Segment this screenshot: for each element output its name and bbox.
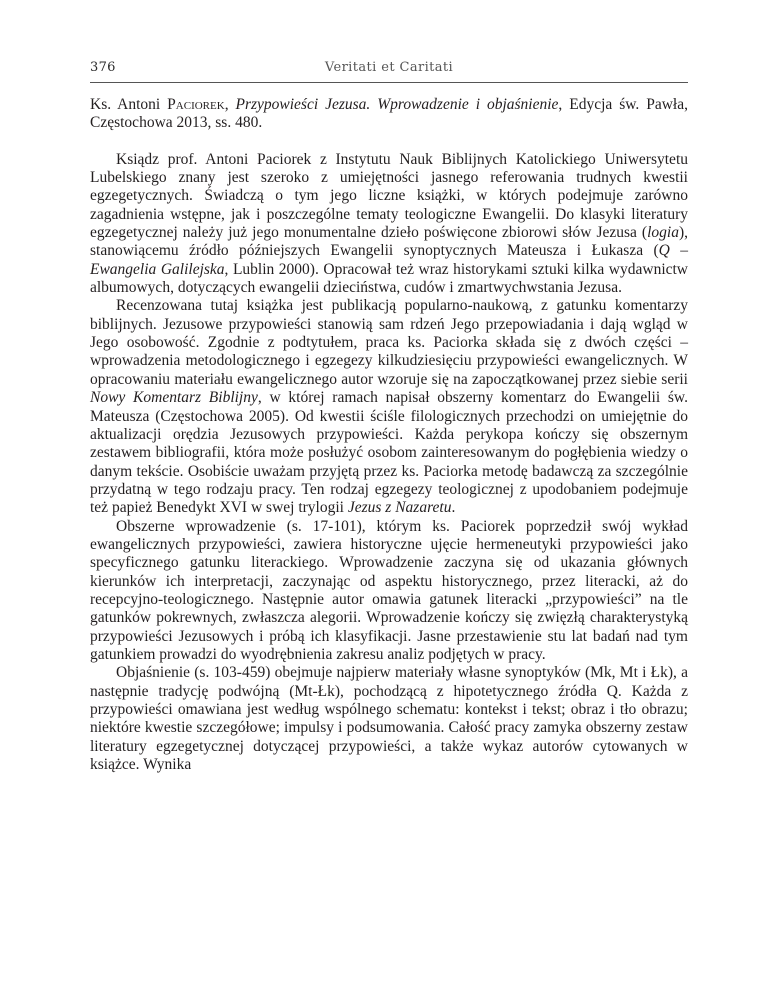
citation-publisher: , Edycja św. Pawła, Częstochowa 2013, ss. 480.	[90, 96, 688, 132]
paragraph-2-text-a: Recenzowana tutaj książka jest publikacją popularno-naukową, z gatunku komentarzy biblijnych. Jezusowe przypowieści stanowią sam rdzeń Jego przepowiadania i dają wgląd w Jego osobowość. Zgodnie z podtytułem, praca ks. Paciorka składa się z dwóch części – wprowadzenia metodologicznego i egzegezy kilkudziesięciu przypowieści ewangelicznych. W opracowaniu materiału ewangelicznego autor wzoruje się na zapoczątkowanej przez siebie serii	[90, 297, 688, 388]
citation-book-title: Przypowieści Jezusa. Wprowadzenie i objaśnienie	[235, 96, 559, 113]
paragraph-2	[90, 297, 688, 517]
citation-separator: ,	[224, 96, 236, 113]
paragraph-2-text-c: .	[451, 499, 456, 517]
book-citation	[90, 96, 688, 133]
paragraph-2-series-title: Nowy Komentarz Biblijny	[90, 389, 258, 407]
citation-author-prefix: Ks. Antoni	[90, 96, 168, 113]
paragraph-1-text-c: , Lublin 2000). Opracował też wraz historykami sztuki kilka wydawnictw albumowych, dotyczących ewangelii dzieciństwa, cudów i zmartwychwstania Jezusa.	[90, 260, 688, 297]
journal-title: Veritati et Caritati	[324, 60, 454, 75]
header-divider	[90, 82, 688, 83]
paragraph-3: Obszerne wprowadzenie (s. 17-101), którym ks. Paciorek poprzedził swój wykład ewangelicznych przypowieści, zawiera historyczne ujęcie hermeneutyki przypowieści jako specyficznego gatunku literackiego. Wprowadzenie zaczyna się od ukazania głównych kierunków ich interpretacji, zaczynając od aspektu historycznego, przez literacki, aż do recepcyjno-teologicznego. Następnie autor omawia gatunek literacki „przypowieści” na tle gatunków pokrewnych, zwłaszcza alegorii. Wprowadzenie kończy się zwięzłą charakterystyką przypowieści Jezusowych i próbą ich klasyfikacji. Jasne przestawienie stu lat badań nad tym gatunkiem prowadzi do wyodrębnienia zakresu analiz podjętych w pracy.	[90, 517, 688, 663]
paragraph-1-text-b: ), stanowiącemu źródło późniejszych Ewangelii synoptycznych Mateusza i Łukasza (	[90, 224, 688, 260]
paragraph-1	[90, 151, 688, 298]
paragraph-1-q-title: Q – Ewangelia Galilejska	[90, 242, 688, 278]
page-number: 376	[90, 60, 116, 75]
review-body	[90, 96, 688, 774]
citation-author-surname: Paciorek	[167, 96, 225, 113]
paragraph-2-text-b: , w której ramach napisał obszerny komentarz do Ewangelii św. Mateusza (Częstochowa 2005). Od kwestii ściśle filologicznych przechodzi on umiejętnie do aktualizacji orędzia Jezusowych przypowieści. Każda perykopa kończy się obszernym zestawem bibliografii, która może posłużyć osobom zainteresowanym do pogłębienia wiedzy o danym tekście. Osobiście uważam przyjętą przez ks. Paciorka metodę badawczą za szczególnie przydatną w tego rodzaju pracy. Ten rodzaj egzegezy teologicznej z upodobaniem podejmuje też papież Benedykt XVI w swej trylogii	[90, 389, 688, 517]
paragraph-4: Objaśnienie (s. 103-459) obejmuje najpierw materiały własne synoptyków (Mk, Mt i Łk), a następnie tradycję podwójną (Mt-Łk), pochodzącą z hipotetycznego źródła Q. Każda z przypowieści omawiana jest według wspólnego schematu: kontekst i tekst; obraz i tło obrazu; niektóre kwestie szczegółowe; impulsy i podsumowania. Całość pracy zamyka obszerny zestaw literatury egzegetycznej dotyczącej przypowieści, a także wykaz autorów cytowanych w książce. Wynika	[90, 664, 688, 774]
running-header	[90, 60, 688, 78]
paragraph-1-logia: logia	[647, 224, 679, 242]
paragraph-1-text-a: Ksiądz prof. Antoni Paciorek z Instytutu Nauk Biblijnych Katolickiego Uniwersytetu Lubelskiego znany jest szeroko z umiejętności jasnego referowania trudnych kwestii egzegetycznych. Świadczą o tym jego liczne książki, w których podejmuje zarówno zagadnienia wstępne, jak i poszczególne tematy teologiczne Ewangelii. Do klasyki literatury egzegetycznej należy już jego monumentalne dzieło poświęcone zbiorowi słów Jezusa (	[90, 150, 688, 242]
paragraph-2-trilogy-title: Jezus z Nazaretu	[347, 499, 452, 517]
